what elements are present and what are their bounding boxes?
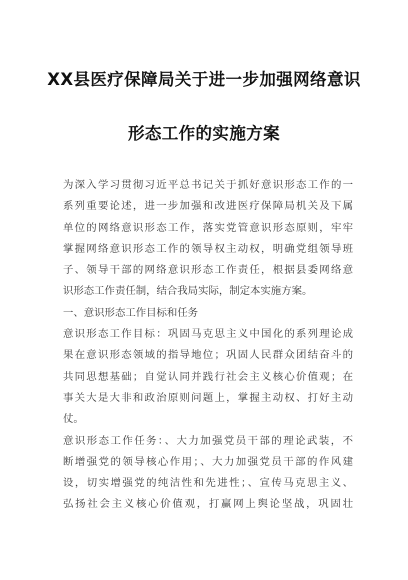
body-line: 识形态工作责任制，结合我局实际，制定本实施方案。 — [63, 285, 313, 298]
body-line: 设，切实增强党的纯洁性和先进性；、宣传马克思主义、 — [63, 477, 353, 490]
document-title-line-2: 形态工作的实施方案 — [127, 124, 281, 143]
body-line: 共同思想基础；自觉认同并践行社会主义核心价值观；在 — [63, 370, 353, 383]
body-line: 子、领导干部的网络意识形态工作责任，根据县委网络意 — [63, 264, 353, 277]
body-line: 断增强党的领导核心作用；、大力加强党员干部的作风建 — [63, 455, 353, 468]
document-body — [63, 175, 353, 516]
body-line: 单位的网络意识形态工作，落实党管意识形态原则，牢牢 — [63, 221, 353, 234]
body-line: 仗。 — [63, 413, 84, 426]
body-line: 掌握网络意识形态工作的领导权主动权，明确党组领导班 — [63, 242, 353, 255]
body-line: 为深入学习贯彻习近平总书记关于抓好意识形态工作的一 — [63, 179, 353, 191]
body-line: 意识形态工作目标：巩固马克思主义中国化的系列理论成 — [63, 328, 353, 341]
body-line: 系列重要论述，进一步加强和改进医疗保障局机关及下属 — [63, 200, 353, 213]
body-line: 弘扬社会主义核心价值观，打赢网上舆论坚战，巩固壮 — [63, 498, 353, 511]
body-line: 意识形态工作任务：、大力加强党员干部的理论武装，不 — [63, 434, 353, 447]
body-line: 果在意识形态领域的指导地位；巩固人民群众团结奋斗的 — [63, 349, 353, 362]
body-line: 事关大是大非和政治原则问题上，掌握主动权、打好主动 — [63, 391, 353, 404]
section-heading: 一、意识形态工作目标和任务 — [63, 306, 199, 319]
document-title-line-1: XX县医疗保障局关于进一步加强网络意识 — [47, 70, 361, 89]
